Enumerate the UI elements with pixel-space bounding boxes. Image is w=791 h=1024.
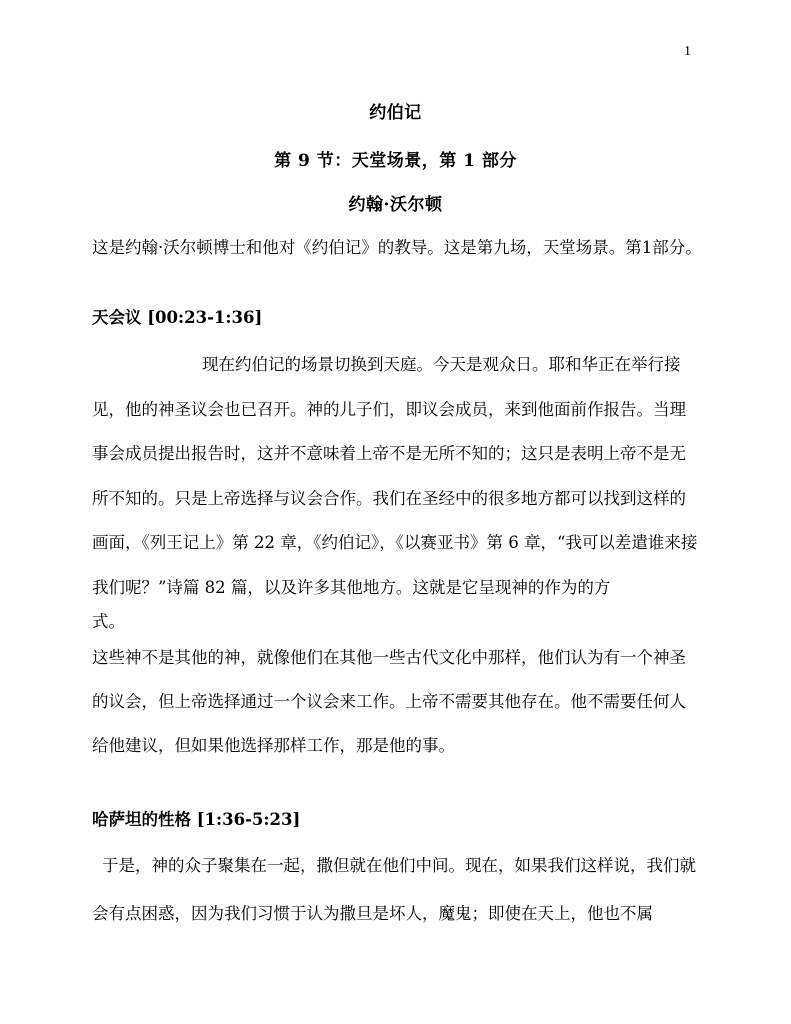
intro-paragraph: 这是约翰·沃尔顿博士和他对《约伯记》的教导。这是第九场，天堂场景。第1部分。 <box>92 238 702 257</box>
section-heading-satan-character: 哈萨坦的性格 [1:36-5:23] <box>92 810 301 829</box>
paragraph-heavenly-council-1 <box>92 343 702 634</box>
paragraph-tail: 式。 <box>92 612 125 631</box>
author-name: 约翰·沃尔顿 <box>348 195 443 215</box>
section-title: 第 9 节：天堂场景，第 1 部分 <box>274 151 517 171</box>
paragraph-text: 现在约伯记的场景切换到天庭。今天是观众日。耶和华正在举行接见，他的神圣议会也已召开。神的儿子们，即议会成员，来到他面前作报告。当理事会成员提出报告时，这并不意味着上帝不是无所不知的；这只是表明上帝不是无所不知的。只是上帝选择与议会合作。我们在圣经中的很多地方都可以找到这样的画面，《列王记上》第 22 章，《约伯记》，《以赛亚书》第 6 章，“我可以差遣谁来接我们呢？”诗篇 82 篇，以及许多其他地方。这就是它呈现神的作为的方 <box>92 355 698 597</box>
section-heading-heavenly-council: 天会议 [00:23-1:36] <box>92 308 263 327</box>
paragraph-satan-character-1: 于是，神的众子聚集在一起，撒但就在他们中间。现在，如果我们这样说，我们就会有点困惑，因为我们习惯于认为撒旦是坏人，魔鬼；即使在天上，他也不属 <box>92 856 696 923</box>
page-number: 1 <box>684 44 691 59</box>
paragraph-heavenly-council-2: 这些神不是其他的神，就像他们在其他一些古代文化中那样，他们认为有一个神圣的议会，但上帝选择通过一个议会来工作。上帝不需要其他存在。他不需要任何人给他建议，但如果他选择那样工作，那是他的事。 <box>92 648 686 755</box>
book-title: 约伯记 <box>369 103 422 123</box>
